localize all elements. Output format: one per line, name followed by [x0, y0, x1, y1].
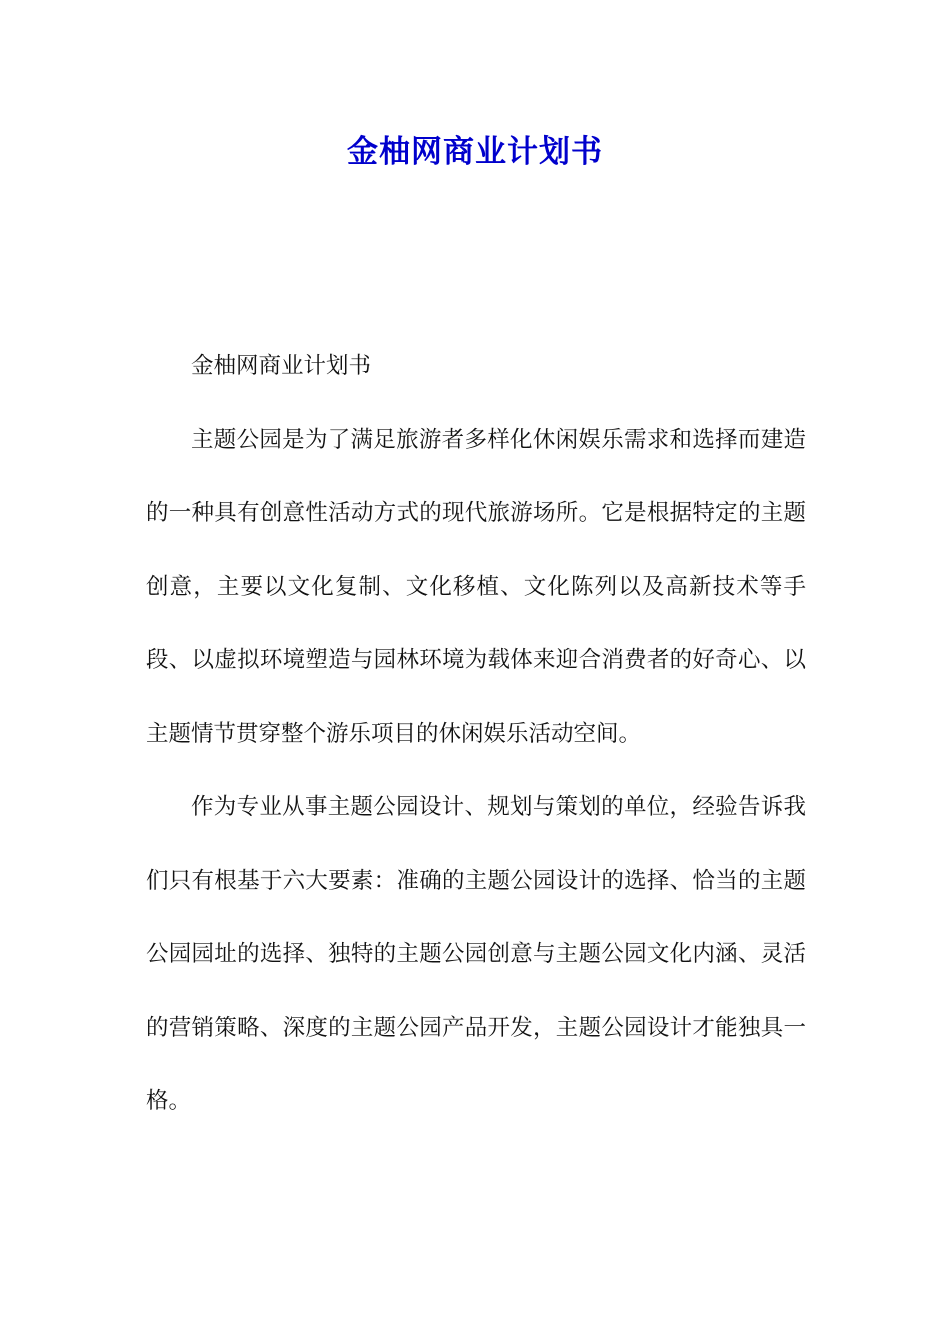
document-body [146, 330, 806, 1139]
paragraph-six-elements: 作为专业从事主题公园设计、规划与策划的单位，经验告诉我们只有根基于六大要素：准确的主题公园设计的选择、恰当的主题公园园址的选择、独特的主题公园创意与主题公园文化内涵、灵活的营销策略、深度的主题公园产品开发，主题公园设计才能独具一格。 [146, 794, 806, 1114]
paragraph-theme-park-definition: 主题公园是为了满足旅游者多样化休闲娱乐需求和选择而建造的一种具有创意性活动方式的现代旅游场所。它是根据特定的主题创意，主要以文化复制、文化移植、文化陈列以及高新技术等手段、以虚拟环境塑造与园林环境为载体来迎合消费者的好奇心、以主题情节贯穿整个游乐项目的休闲娱乐活动空间。 [146, 426, 806, 747]
document-title: 金柚网商业计划书 [347, 134, 603, 170]
paragraph-heading: 金柚网商业计划书 [191, 353, 372, 379]
